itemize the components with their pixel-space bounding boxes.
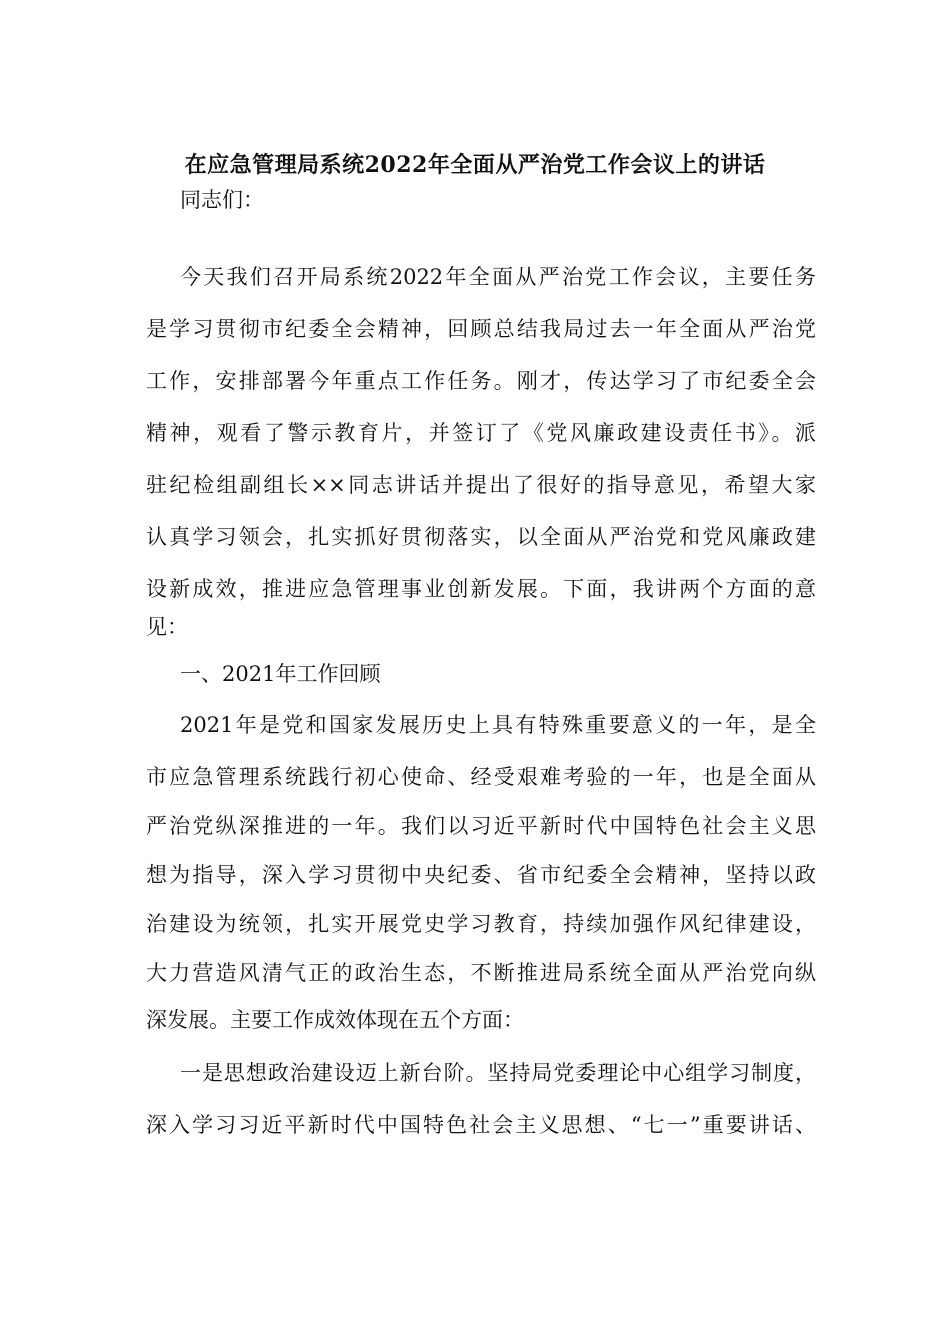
paragraph-2-line: 大力营造风清气正的政治生态，不断推进局系统全面从严治党向纵 xyxy=(146,961,816,985)
greeting: 同志们： xyxy=(180,188,264,212)
paragraph-1-line: 认真学习领会，扎实抓好贯彻落实，以全面从严治党和党风廉政建 xyxy=(146,525,816,549)
paragraph-3-line: 深入学习习近平新时代中国特色社会主义思想、“七一”重要讲话、 xyxy=(146,1113,816,1137)
section-heading: 一、2021年工作回顾 xyxy=(180,662,381,686)
paragraph-1-line: 今天我们召开局系统2022年全面从严治党工作会议，主要任务 xyxy=(180,265,816,289)
paragraph-2-line: 深发展。主要工作成效体现在五个方面： xyxy=(146,1008,524,1032)
paragraph-1-line: 设新成效，推进应急管理事业创新发展。下面，我讲两个方面的意 xyxy=(146,577,816,601)
paragraph-2-line: 治建设为统领，扎实开展党史学习教育，持续加强作风纪律建设， xyxy=(146,912,816,936)
paragraph-2-line: 市应急管理系统践行初心使命、经受艰难考验的一年，也是全面从 xyxy=(146,765,816,789)
paragraph-1-line: 见： xyxy=(146,615,188,639)
document-title: 在应急管理局系统2022年全面从严治党工作会议上的讲话 xyxy=(184,152,766,178)
paragraph-2-line: 严治党纵深推进的一年。我们以习近平新时代中国特色社会主义思 xyxy=(146,814,816,838)
paragraph-1-line: 是学习贯彻市纪委全会精神，回顾总结我局过去一年全面从严治党 xyxy=(146,317,816,341)
paragraph-1-line: 工作，安排部署今年重点工作任务。刚才，传达学习了市纪委全会 xyxy=(146,369,816,393)
paragraph-1-line: 驻纪检组副组长××同志讲话并提出了很好的指导意见，希望大家 xyxy=(146,473,816,497)
paragraph-3-line: 一是思想政治建设迈上新台阶。坚持局党委理论中心组学习制度， xyxy=(180,1061,816,1085)
paragraph-1-line: 精神，观看了警示教育片，并签订了《党风廉政建设责任书》。派 xyxy=(146,421,816,445)
paragraph-2-line: 想为指导，深入学习贯彻中央纪委、省市纪委全会精神，坚持以政 xyxy=(146,863,816,887)
paragraph-2-line: 2021年是党和国家发展历史上具有特殊重要意义的一年，是全 xyxy=(180,713,816,737)
